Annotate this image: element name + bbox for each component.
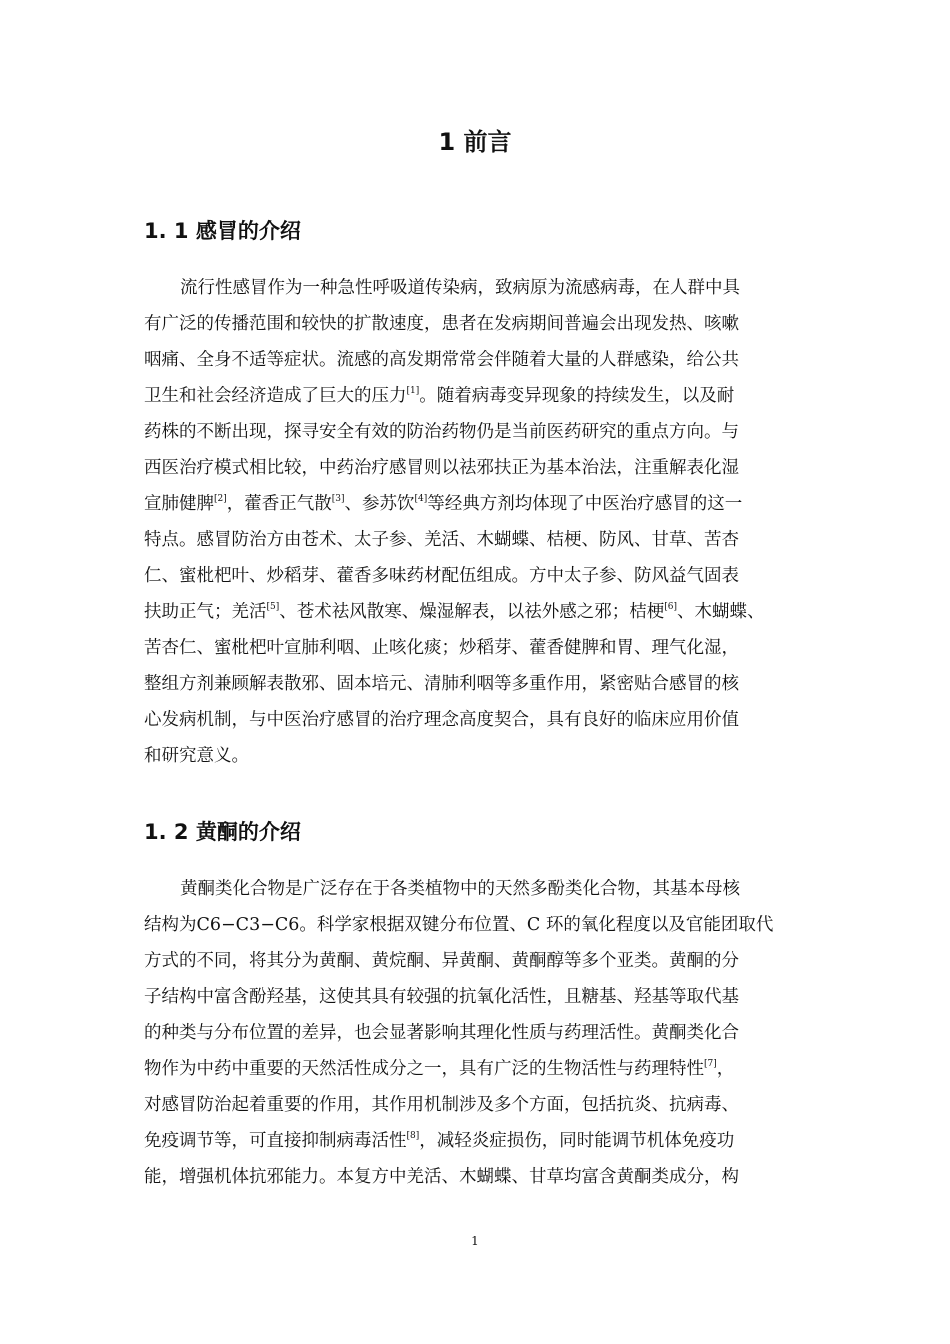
text-run: 卫生和社会经济造成了巨大的压力 [144, 386, 407, 406]
section-heading-1-2: 1. 2 黄酮的介绍 [144, 820, 301, 844]
citation-marker: [1] [406, 386, 420, 396]
text-line [144, 306, 824, 342]
text-line [144, 907, 824, 943]
text-run: 咽痛、全身不适等症状。流感的高发期常常会伴随着大量的人群感染，给公共 [144, 350, 739, 370]
text-line [144, 342, 824, 378]
text-run: 等经典方剂均体现了中医治疗感冒的这一 [427, 494, 743, 514]
citation-marker: [6] [664, 602, 677, 612]
text-run: 子结构中富含酚羟基，这使其具有较强的抗氧化活性，且糖基、羟基等取代基 [144, 987, 739, 1007]
text-run: 方式的不同，将其分为黄酮、黄烷酮、异黄酮、黄酮醇等多个亚类。黄酮的分 [144, 951, 739, 971]
citation-marker: [2] [214, 494, 227, 504]
text-line [144, 702, 824, 738]
text-run: 药株的不断出现，探寻安全有效的防治药物仍是当前医药研究的重点方向。与 [144, 422, 739, 442]
text-run: ， [716, 1059, 735, 1079]
text-run: 黄酮类化合物是广泛存在于各类植物中的天然多酚类化合物，其基本母核 [180, 879, 740, 899]
text-run: 心发病机制，与中医治疗感冒的治疗理念高度契合，具有良好的临床应用价值 [144, 710, 739, 730]
text-line [144, 979, 824, 1015]
text-run: ，减轻炎症损伤，同时能调节机体免疫功 [419, 1131, 735, 1151]
text-line [144, 414, 824, 450]
text-run: 整组方剂兼顾解表散邪、固本培元、清肺利咽等多重作用，紧密贴合感冒的核 [144, 674, 739, 694]
text-line [144, 1087, 824, 1123]
paragraph-flavonoid-intro [144, 871, 824, 1195]
citation-marker: [4] [414, 494, 428, 504]
section-heading-1-1: 1. 1 感冒的介绍 [144, 219, 301, 243]
text-run: 苦杏仁、蜜枇杷叶宣肺利咽、止咳化痰；炒稻芽、藿香健脾和胃、理气化湿， [144, 638, 739, 658]
text-line [144, 1051, 824, 1087]
text-run: 。随着病毒变异现象的持续发生，以及耐 [419, 386, 735, 406]
text-run: 特点。感冒防治方由苍术、太子参、羌活、木蝴蝶、桔梗、防风、甘草、苦杏 [144, 530, 739, 550]
text-run: 西医治疗模式相比较，中药治疗感冒则以祛邪扶正为基本治法，注重解表化湿 [144, 458, 739, 478]
text-line [144, 378, 824, 414]
text-run: 、苍术祛风散寒、燥湿解表，以祛外感之邪；桔梗 [279, 602, 665, 622]
text-run: 、木蝴蝶、 [677, 602, 765, 622]
text-line [144, 1015, 824, 1051]
text-line [144, 871, 824, 907]
text-line [144, 943, 824, 979]
text-line [144, 1159, 824, 1195]
text-run: 结构为C6−C3−C6。科学家根据双键分布位置、C 环的氧化程度以及官能团取代 [144, 915, 774, 935]
text-run: 能，增强机体抗邪能力。本复方中羌活、木蝴蝶、甘草均富含黄酮类成分，构 [144, 1167, 739, 1187]
text-run: 、参苏饮 [344, 494, 415, 514]
text-line [144, 522, 824, 558]
text-line [144, 666, 824, 702]
text-line [144, 270, 824, 306]
text-line [144, 486, 824, 522]
text-run: 扶助正气；羌活 [144, 602, 267, 622]
citation-marker: [8] [406, 1131, 420, 1141]
text-run: 和研究意义。 [144, 746, 249, 766]
text-run: 物作为中药中重要的天然活性成分之一，具有广泛的生物活性与药理特性 [144, 1059, 704, 1079]
text-line [144, 630, 824, 666]
text-run: 流行性感冒作为一种急性呼吸道传染病，致病原为流感病毒，在人群中具 [180, 278, 740, 298]
text-run: 对感冒防治起着重要的作用，其作用机制涉及多个方面，包括抗炎、抗病毒、 [144, 1095, 739, 1115]
text-line [144, 450, 824, 486]
paragraph-cold-intro [144, 270, 824, 774]
text-run: 的种类与分布位置的差异，也会显著影响其理化性质与药理活性。黄酮类化合 [144, 1023, 739, 1043]
text-run: 仁、蜜枇杷叶、炒稻芽、藿香多味药材配伍组成。方中太子参、防风益气固表 [144, 566, 739, 586]
text-line [144, 1123, 824, 1159]
text-line [144, 558, 824, 594]
text-run: ，藿香正气散 [226, 494, 332, 514]
citation-marker: [7] [704, 1059, 717, 1069]
text-run: 有广泛的传播范围和较快的扩散速度，患者在发病期间普遍会出现发热、咳嗽 [144, 314, 739, 334]
text-line [144, 594, 824, 630]
text-line [144, 738, 824, 774]
text-run: 免疫调节等，可直接抑制病毒活性 [144, 1131, 407, 1151]
page-number: 1 [471, 1234, 479, 1248]
text-run: 宣肺健脾 [144, 494, 214, 514]
citation-marker: [3] [331, 494, 345, 504]
chapter-title: 1 前言 [438, 128, 512, 156]
citation-marker: [5] [266, 602, 280, 612]
